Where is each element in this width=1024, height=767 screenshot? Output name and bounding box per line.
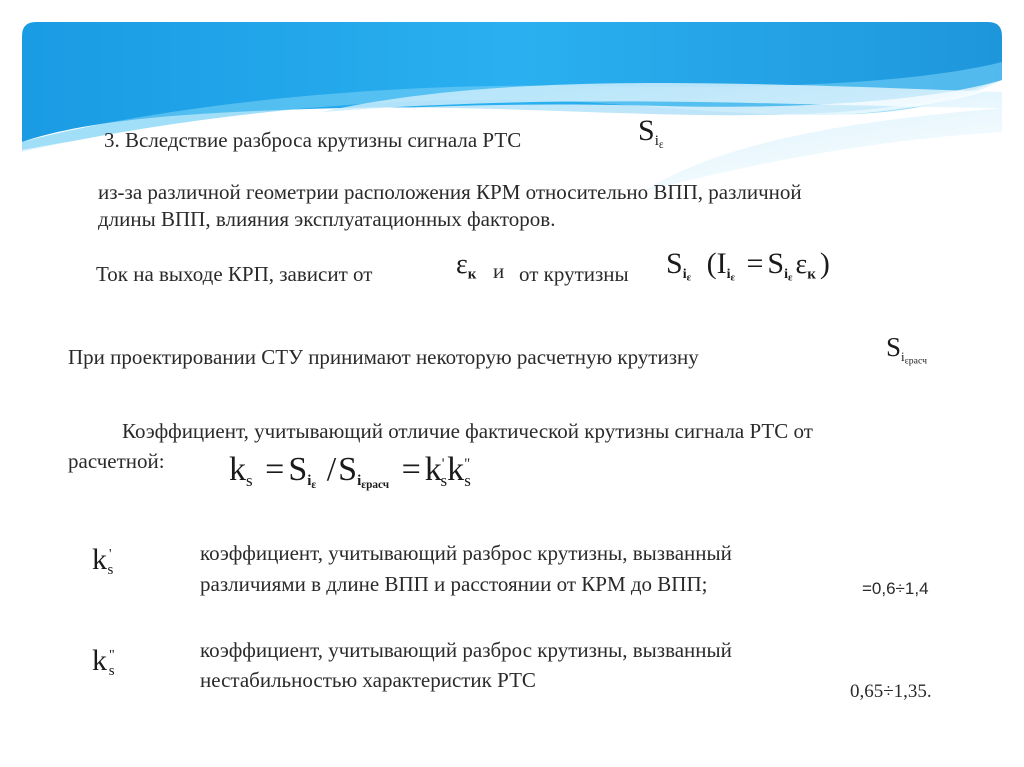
current-text-a: Ток на выходе КРП, зависит от (96, 262, 373, 286)
d-rasch: εрасч (904, 354, 927, 366)
f-i2: i (726, 266, 731, 282)
ks-formula (229, 451, 471, 491)
mf-k2: k (424, 451, 442, 488)
slope-symbol (638, 114, 664, 151)
k1-s: s (107, 562, 114, 579)
mf-S2: S (338, 451, 358, 488)
mf-k3: k (447, 451, 465, 488)
f-e2: ε (730, 272, 735, 284)
mf-s3: s (464, 470, 471, 490)
sub-i: i (654, 133, 659, 150)
current-text-c: от крутизны (519, 262, 629, 286)
coef-line-b: расчетной: (68, 449, 165, 473)
f-paren-close: ) (819, 247, 830, 280)
f-S1: S (666, 247, 683, 280)
f-eq: = (746, 247, 764, 280)
ks-dprime-desc-b: нестабильностью характеристик РТС (200, 668, 536, 692)
mf-e1: ε (311, 479, 317, 492)
design-text: При проектировании СТУ принимают некоторую расчетную крутизну (68, 345, 699, 369)
f-i3: i (784, 266, 788, 282)
ks-dprime-range: 0,65÷1,35. (850, 681, 932, 702)
mf-s2: s (440, 470, 448, 490)
mf-prime: ' (441, 456, 445, 472)
ks-prime-desc-a: коэффициент, учитывающий разброс крутизны, вызванный (200, 541, 732, 565)
d-S: S (886, 332, 902, 362)
header-banner (22, 22, 1002, 192)
epsilon-k-symbol (456, 249, 476, 283)
k2-k: k (92, 644, 107, 677)
mf-i1: i (307, 473, 312, 490)
ks-prime-desc-b: различиями в длине ВПП и расстоянии от КРМ до ВПП; (200, 572, 708, 596)
current-text-b: и (493, 259, 505, 283)
k2-s: s (108, 663, 115, 680)
k2-mark: " (109, 647, 115, 663)
sub-eps: ε (658, 139, 664, 152)
mf-rasch: εрасч (361, 479, 390, 492)
f-eps-k: к (807, 266, 816, 283)
mf-i2: i (357, 473, 362, 490)
cause-line-b: длины ВПП, влияния эксплуатационных факторов. (98, 207, 556, 231)
design-slope-symbol (886, 332, 927, 366)
coef-line-a: Коэффициент, учитывающий отличие фактической крутизны сигнала РТС от (122, 419, 813, 443)
f-e3: ε (787, 272, 793, 284)
f-S2: S (767, 247, 785, 280)
mf-s: s (246, 470, 253, 490)
current-formula (666, 247, 830, 284)
mf-k: k (229, 451, 246, 488)
ks-prime-range: =0,6÷1,4 (862, 579, 929, 598)
k1-k: k (92, 543, 107, 576)
f-e1: ε (686, 272, 692, 284)
ks-prime-symbol (92, 543, 113, 579)
f-paren-open: ( (706, 247, 717, 280)
epsilon: ε (456, 249, 468, 280)
mf-dprime: " (464, 456, 471, 472)
k1-mark: ' (109, 546, 112, 562)
cause-line-a: из-за различной геометрии расположения КРМ относительно ВПП, различной (98, 180, 802, 204)
ks-dprime-symbol (92, 644, 115, 680)
mf-eq1: = (265, 451, 285, 488)
f-eps: ε (795, 249, 808, 280)
d-i: i (901, 348, 905, 364)
slope-S: S (638, 114, 655, 147)
mf-eq2: = (401, 451, 421, 488)
intro-heading: 3. Вследствие разброса крутизны сигнала РТС (104, 128, 522, 152)
f-i1: i (682, 266, 687, 282)
slope-sub (654, 133, 664, 152)
epsilon-sub-k: к (467, 266, 477, 283)
ks-dprime-desc-a: коэффициент, учитывающий разброс крутизны, вызванный (200, 638, 732, 662)
mf-slash: / (326, 451, 337, 488)
mf-S1: S (288, 451, 308, 488)
f-I: I (716, 247, 727, 280)
